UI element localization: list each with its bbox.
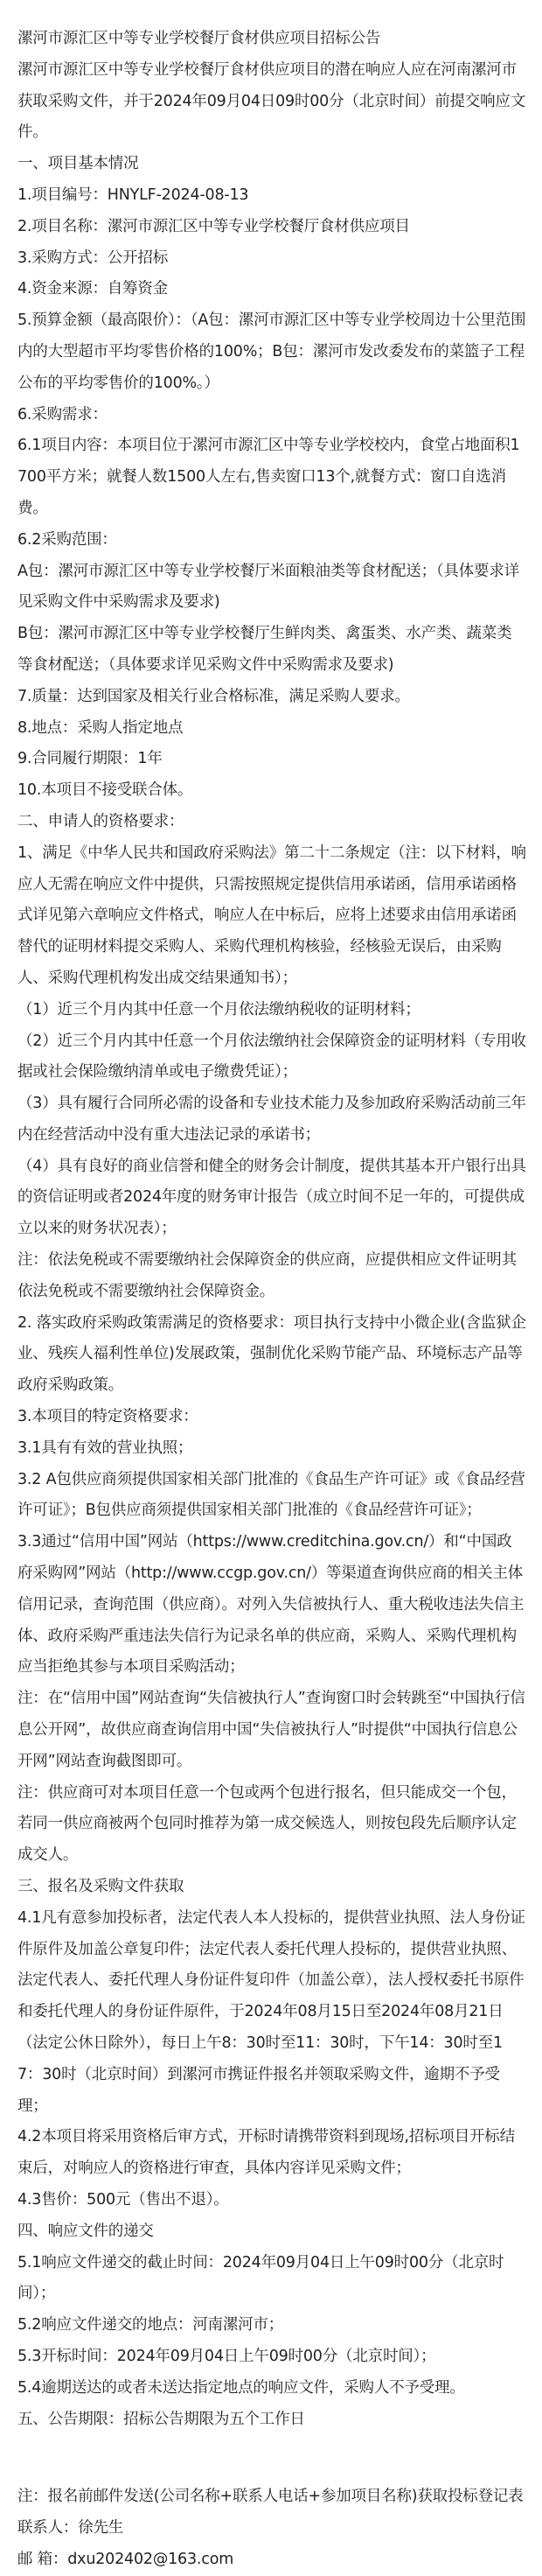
submission-location: 5.2响应文件递交的地点：河南漯河市； [17, 2316, 284, 2334]
note-packages: 注：供应商可对本项目任意一个包或两个包进行报名，但只能成交一个包，若同一供应商被两个包同时推荐为第一成交候选人，则按包段先后顺序认定成交人。 [17, 1783, 517, 1865]
late-submission: 5.4逾期送达的或者未送达指定地点的响应文件，采购人不予受理。 [17, 2378, 465, 2397]
section-5-heading: 五、公告期限：招标公告期限为五个工作日 [17, 2410, 305, 2428]
email-address[interactable]: dxu202402@163.com [67, 2550, 234, 2568]
document-price: 4.3售价：500元（售出不退）。 [17, 2190, 229, 2208]
package-a: A包：漯河市源汇区中等专业学校餐厅米面粮油类等食材配送；（具体要求详见采购文件中采购需求及要求) [17, 562, 519, 612]
quality: 7.质量：达到国家及相关行业合格标准，满足采购人要求。 [17, 687, 410, 705]
funding-source: 4.资金来源：自筹资金 [17, 280, 168, 298]
requirement-policy: 2. 落实政府采购政策需满足的资格要求：项目执行支持中小微企业(含监狱企业、残疾人福利性单位)发展政策，强制优化采购节能产品、环境标志产品等政府采购政策。 [17, 1313, 526, 1395]
specific-requirements: 3.本项目的特定资格要求： [17, 1408, 198, 1426]
note-credit-china: 注：在“信用中国”网站查询“失信被执行人”查询窗口时会转跳至“中国执行信息公开网”，故供应商查询信用中国“失信被执行人”时提供“中国执行信息公开网”网站查询截图即可。 [17, 1690, 525, 1770]
procurement-method: 3.采购方式：公开招标 [17, 248, 168, 267]
contact-person: 联系人：徐先生 [17, 2519, 124, 2538]
credit-check: 3.3通过“信用中国”网站（https://www.creditchina.gov.cn/）和“中国政府采购网”网站（http://www.ccgp.gov.cn/）等渠道查询供应商的相关主体信用记录，查询范围（供应商）。对列入失信被执行人、重大税收违法失信主体、政府采购严重违法失信行为记录名单的供应商，采购人、采购代理机构应当拒绝其参与本项目采购活动； [17, 1533, 525, 1676]
requirement-social-security: （2）近三个月内其中任意一个月依法缴纳社会保障资金的证明材料（专用收据或社会保险缴纳清单或电子缴费凭证）； [17, 1032, 526, 1082]
contact-email-row [17, 2544, 526, 2576]
opening-time: 5.3开标时间：2024年09月04日上午09时00分（北京时间）； [17, 2347, 436, 2365]
registration-details: 4.1凡有意参加投标者，法定代表人本人投标的，提供营业执照、法人身份证件原件及加盖公章复印件；法定代表人委托代理人投标的，提供营业执照、法定代表人、委托代理人身份证件复印件（加盖公章），法人授权委托书原件和委托代理人的身份证件原件，于2024年08月15日至2024年08月21日（法定公休日除外），每日上午8：30时至11：30时，下午14：30时至17：30时（北京时间）到漯河市携证件报名并领取采购文件，逾期不予受理； [17, 1908, 525, 2115]
project-name: 2.项目名称：漯河市源汇区中等专业学校餐厅食材供应项目 [17, 217, 410, 235]
document-intro: 漯河市源汇区中等专业学校餐厅食材供应项目的潜在响应人应在河南漯河市获取采购文件，并于2024年09月04日09时00分（北京时间）前提交响应文件。 [17, 60, 526, 142]
note-tax-exempt: 注：依法免税或不需要缴纳社会保障资金的供应商，应提供相应文件证明其依法免税或不需要缴纳社会保障资金。 [17, 1251, 517, 1300]
business-license: 3.1具有有效的营业执照； [17, 1438, 193, 1457]
procurement-needs: 6.采购需求： [17, 405, 108, 424]
project-number: 1.项目编号：HNYLF-2024-08-13 [17, 186, 249, 204]
blank-gap [17, 2435, 526, 2482]
section-1-heading: 一、项目基本情况 [17, 155, 139, 173]
requirement-finance: （4）具有良好的商业信誉和健全的财务会计制度，提供其基本开户银行出具的资信证明或者2024年度的财务审计报告（成立时间不足一年的，可提供成立以来的财务状况表）； [17, 1157, 526, 1238]
section-2-heading: 二、申请人的资格要求： [17, 812, 184, 830]
procurement-scope: 6.2采购范围： [17, 530, 117, 549]
submission-deadline: 5.1响应文件递交的截止时间：2024年09月04日上午09时00分（北京时间）； [17, 2253, 504, 2303]
package-b: B包：漯河市源汇区中等专业学校餐厅生鲜肉类、禽蛋类、水产类、蔬菜类等食材配送；（具体要求详见采购文件中采购需求及要求) [17, 625, 512, 674]
contact-note: 注：报名前邮件发送(公司名称+联系人电话+参加项目名称)获取投标登记表 [17, 2488, 524, 2506]
contract-period: 9.合同履行期限：1年 [17, 750, 163, 768]
food-license: 3.2 A包供应商须提供国家相关部门批准的《食品生产许可证》或《食品经营许可证》；B包供应商须提供国家相关部门批准的《食品经营许可证》； [17, 1470, 525, 1520]
budget-amount: 5.预算金额（最高限价）：（A包：漯河市源汇区中等专业学校周边十公里范围内的大型超市平均零售价格的100%；B包：漯河市发改委发布的菜篮子工程公布的平均零售价的100%。） [17, 312, 526, 392]
section-3-heading: 三、报名及采购文件获取 [17, 1878, 184, 1896]
no-consortium: 10.本项目不接受联合体。 [17, 781, 193, 800]
location: 8.地点：采购人指定地点 [17, 718, 184, 737]
section-4-heading: 四、响应文件的递交 [17, 2222, 154, 2240]
project-content: 6.1项目内容：本项目位于漯河市源汇区中等专业学校校内，食堂占地面积1700平方米；就餐人数1500人左右,售卖窗口13个,就餐方式：窗口自选消费。 [17, 437, 520, 517]
document-title: 漯河市源汇区中等专业学校餐厅食材供应项目招标公告 [17, 30, 381, 47]
requirement-equipment: （3）具有履行合同所必需的设备和专业技术能力及参加政府采购活动前三年内在经营活动中没有重大违法记录的承诺书； [17, 1095, 526, 1144]
requirement-law: 1、满足《中华人民共和国政府采购法》第二十二条规定（注：以下材料，响应人无需在响应文件中提供，只需按照规定提供信用承诺函，信用承诺函格式详见第六章响应文件格式，响应人在中标后，应将上述要求由信用承诺函替代的证明材料提交采购人、采购代理机构核验，经核验无误后，由采购人、采购代理机构发出成交结果通知书）； [17, 844, 526, 987]
requirement-tax: （1）近三个月内其中任意一个月依法缴纳税收的证明材料； [17, 1000, 420, 1018]
qualification-review: 4.2本项目将采用资格后审方式，开标时请携带资料到现场,招标项目开标结束后，对响应人的资格进行审查，具体内容详见采购文件； [17, 2128, 515, 2178]
email-label: 邮 箱： [17, 2550, 68, 2568]
